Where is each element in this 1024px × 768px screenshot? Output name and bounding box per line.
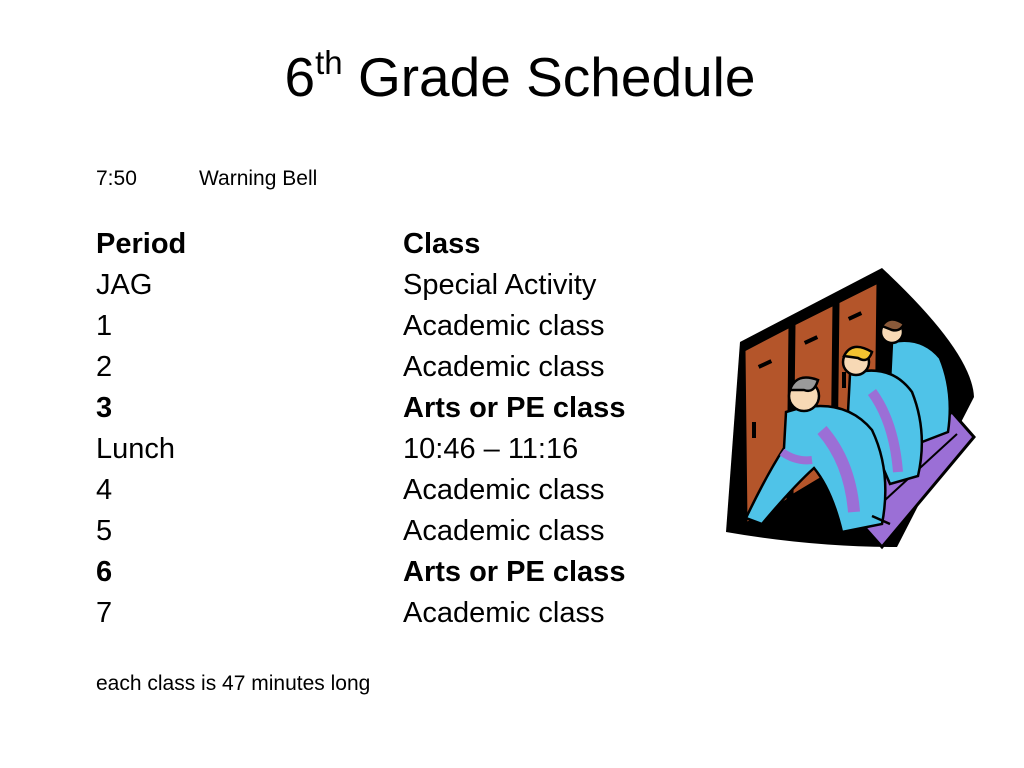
schedule-row-3: [96, 388, 625, 429]
class-cell: Academic class: [403, 474, 605, 506]
schedule-row-6: [96, 552, 625, 593]
title-superscript: th: [315, 44, 343, 81]
class-cell: Arts or PE class: [403, 556, 626, 588]
class-cell: Academic class: [403, 310, 605, 342]
schedule-row-5: [96, 511, 625, 552]
schedule-header-row: [96, 224, 625, 265]
class-cell: Special Activity: [403, 269, 597, 301]
class-cell: Arts or PE class: [403, 392, 626, 424]
class-cell: Academic class: [403, 351, 605, 383]
period-cell: 1: [96, 310, 113, 342]
schedule-table: [96, 224, 625, 634]
title-text: Grade Schedule: [342, 46, 756, 108]
schedule-row-lunch: [96, 429, 625, 470]
schedule-row-4: [96, 470, 625, 511]
schedule-row-2: [96, 347, 625, 388]
period-cell: 6: [96, 556, 113, 588]
period-cell: JAG: [96, 269, 153, 301]
period-cell: Lunch: [96, 433, 176, 465]
warning-bell-line: [96, 166, 317, 191]
period-cell: 5: [96, 515, 113, 547]
header-period: Period: [96, 228, 187, 260]
warning-bell-label: Warning Bell: [199, 167, 318, 190]
schedule-row-1: [96, 306, 625, 347]
class-cell: Academic class: [403, 597, 605, 629]
period-cell: 2: [96, 351, 113, 383]
class-cell: Academic class: [403, 515, 605, 547]
schedule-row-7: [96, 593, 625, 634]
warning-bell-time: 7:50: [96, 167, 137, 190]
period-cell: 3: [96, 392, 113, 424]
header-class: Class: [403, 228, 481, 260]
period-cell: 7: [96, 597, 113, 629]
slide-title: [0, 44, 1024, 110]
class-length-note: each class is 47 minutes long: [96, 672, 371, 695]
schedule-row-jag: [96, 265, 625, 306]
period-cell: 4: [96, 474, 113, 506]
students-walking-by-lockers-icon: [722, 262, 982, 552]
title-number: 6: [284, 46, 316, 108]
class-cell: 10:46 – 11:16: [403, 433, 579, 465]
